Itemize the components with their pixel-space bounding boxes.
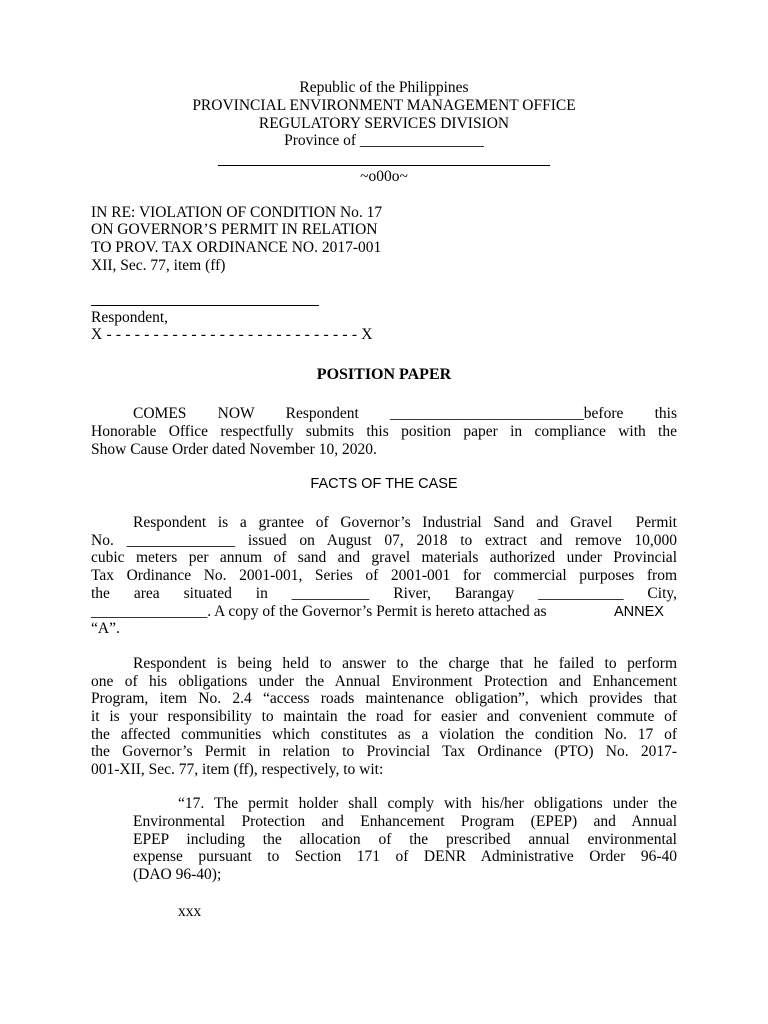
para1-line-7: “A”. bbox=[91, 620, 120, 637]
intro-line-1: COMES NOW Respondent _________________________before this bbox=[133, 405, 677, 422]
header-ornament: ~o00o~ bbox=[360, 168, 408, 185]
para1-annex: ANNEX bbox=[614, 604, 664, 620]
header-office: PROVINCIAL ENVIRONMENT MANAGEMENT OFFICE bbox=[192, 97, 576, 114]
facts-heading: FACTS OF THE CASE bbox=[310, 476, 458, 492]
header-division: REGULATORY SERVICES DIVISION bbox=[258, 115, 510, 132]
respondent-name-rule bbox=[91, 305, 319, 306]
caption-line-4: XII, Sec. 77, item (ff) bbox=[91, 257, 226, 274]
quote-ellipsis: xxx bbox=[178, 903, 202, 920]
para2-line-1: Respondent is being held to answer to the charge that he failed to perform bbox=[133, 655, 677, 672]
respondent-label: Respondent, bbox=[91, 309, 169, 326]
caption-x-line: X - - - - - - - - - - - - - - - - - - - - - - - - - - - X bbox=[91, 326, 373, 343]
para1-line-6: _______________. A copy of the Governor’s Permit is hereto attached as bbox=[91, 603, 547, 620]
para1-line-2: No. ______________ issued on August 07, 2018 to extract and remove 10,000 bbox=[91, 532, 677, 549]
para1-line-1: Respondent is a grantee of Governor’s Industrial Sand and Gravel Permit bbox=[133, 514, 677, 531]
quote-line-5: (DAO 96-40); bbox=[133, 866, 222, 883]
intro-line-2: Honorable Office respectfully submits this position paper in compliance with the bbox=[91, 423, 677, 440]
caption-line-1: IN RE: VIOLATION OF CONDITION No. 17 bbox=[91, 204, 383, 221]
para2-line-7: 001-XII, Sec. 77, item (ff), respectively, to wit: bbox=[91, 761, 384, 778]
caption-line-3: TO PROV. TAX ORDINANCE NO. 2017-001 bbox=[91, 239, 382, 256]
para2-line-2: one of his obligations under the Annual Environment Protection and Enhancement bbox=[91, 673, 677, 690]
para2-line-3: Program, item No. 2.4 “access roads maintenance obligation”, which provides that bbox=[91, 690, 677, 707]
para2-line-6: the Governor’s Permit in relation to Provincial Tax Ordinance (PTO) No. 2017- bbox=[91, 743, 677, 760]
quote-line-4: expense pursuant to Section 171 of DENR Administrative Order 96-40 bbox=[133, 848, 677, 865]
para2-line-4: it is your responsibility to maintain the road for easier and convenient commute of bbox=[91, 708, 677, 725]
header-republic: Republic of the Philippines bbox=[299, 79, 469, 96]
caption-line-2: ON GOVERNOR’S PERMIT IN RELATION bbox=[91, 221, 378, 238]
para2-line-5: the affected communities which constitutes as a violation the condition No. 17 of bbox=[91, 726, 677, 743]
header-province: Province of ________________ bbox=[284, 132, 484, 149]
para1-line-3: cubic meters per annum of sand and gravel materials authorized under Provincial bbox=[91, 549, 677, 566]
page-title: POSITION PAPER bbox=[316, 366, 452, 383]
para1-line-5: the area situated in __________ River, Barangay ___________ City, bbox=[91, 585, 677, 602]
quote-line-3: EPEP including the allocation of the prescribed annual environmental bbox=[133, 831, 677, 848]
quote-line-2: Environmental Protection and Enhancement Program (EPEP) and Annual bbox=[133, 813, 677, 830]
intro-line-3: Show Cause Order dated November 10, 2020. bbox=[91, 441, 377, 458]
quote-line-1: “17. The permit holder shall comply with his/her obligations under the bbox=[178, 795, 677, 812]
header-rule bbox=[218, 165, 550, 166]
para1-line-4: Tax Ordinance No. 2001-001, Series of 2001-001 for commercial purposes from bbox=[91, 567, 677, 584]
